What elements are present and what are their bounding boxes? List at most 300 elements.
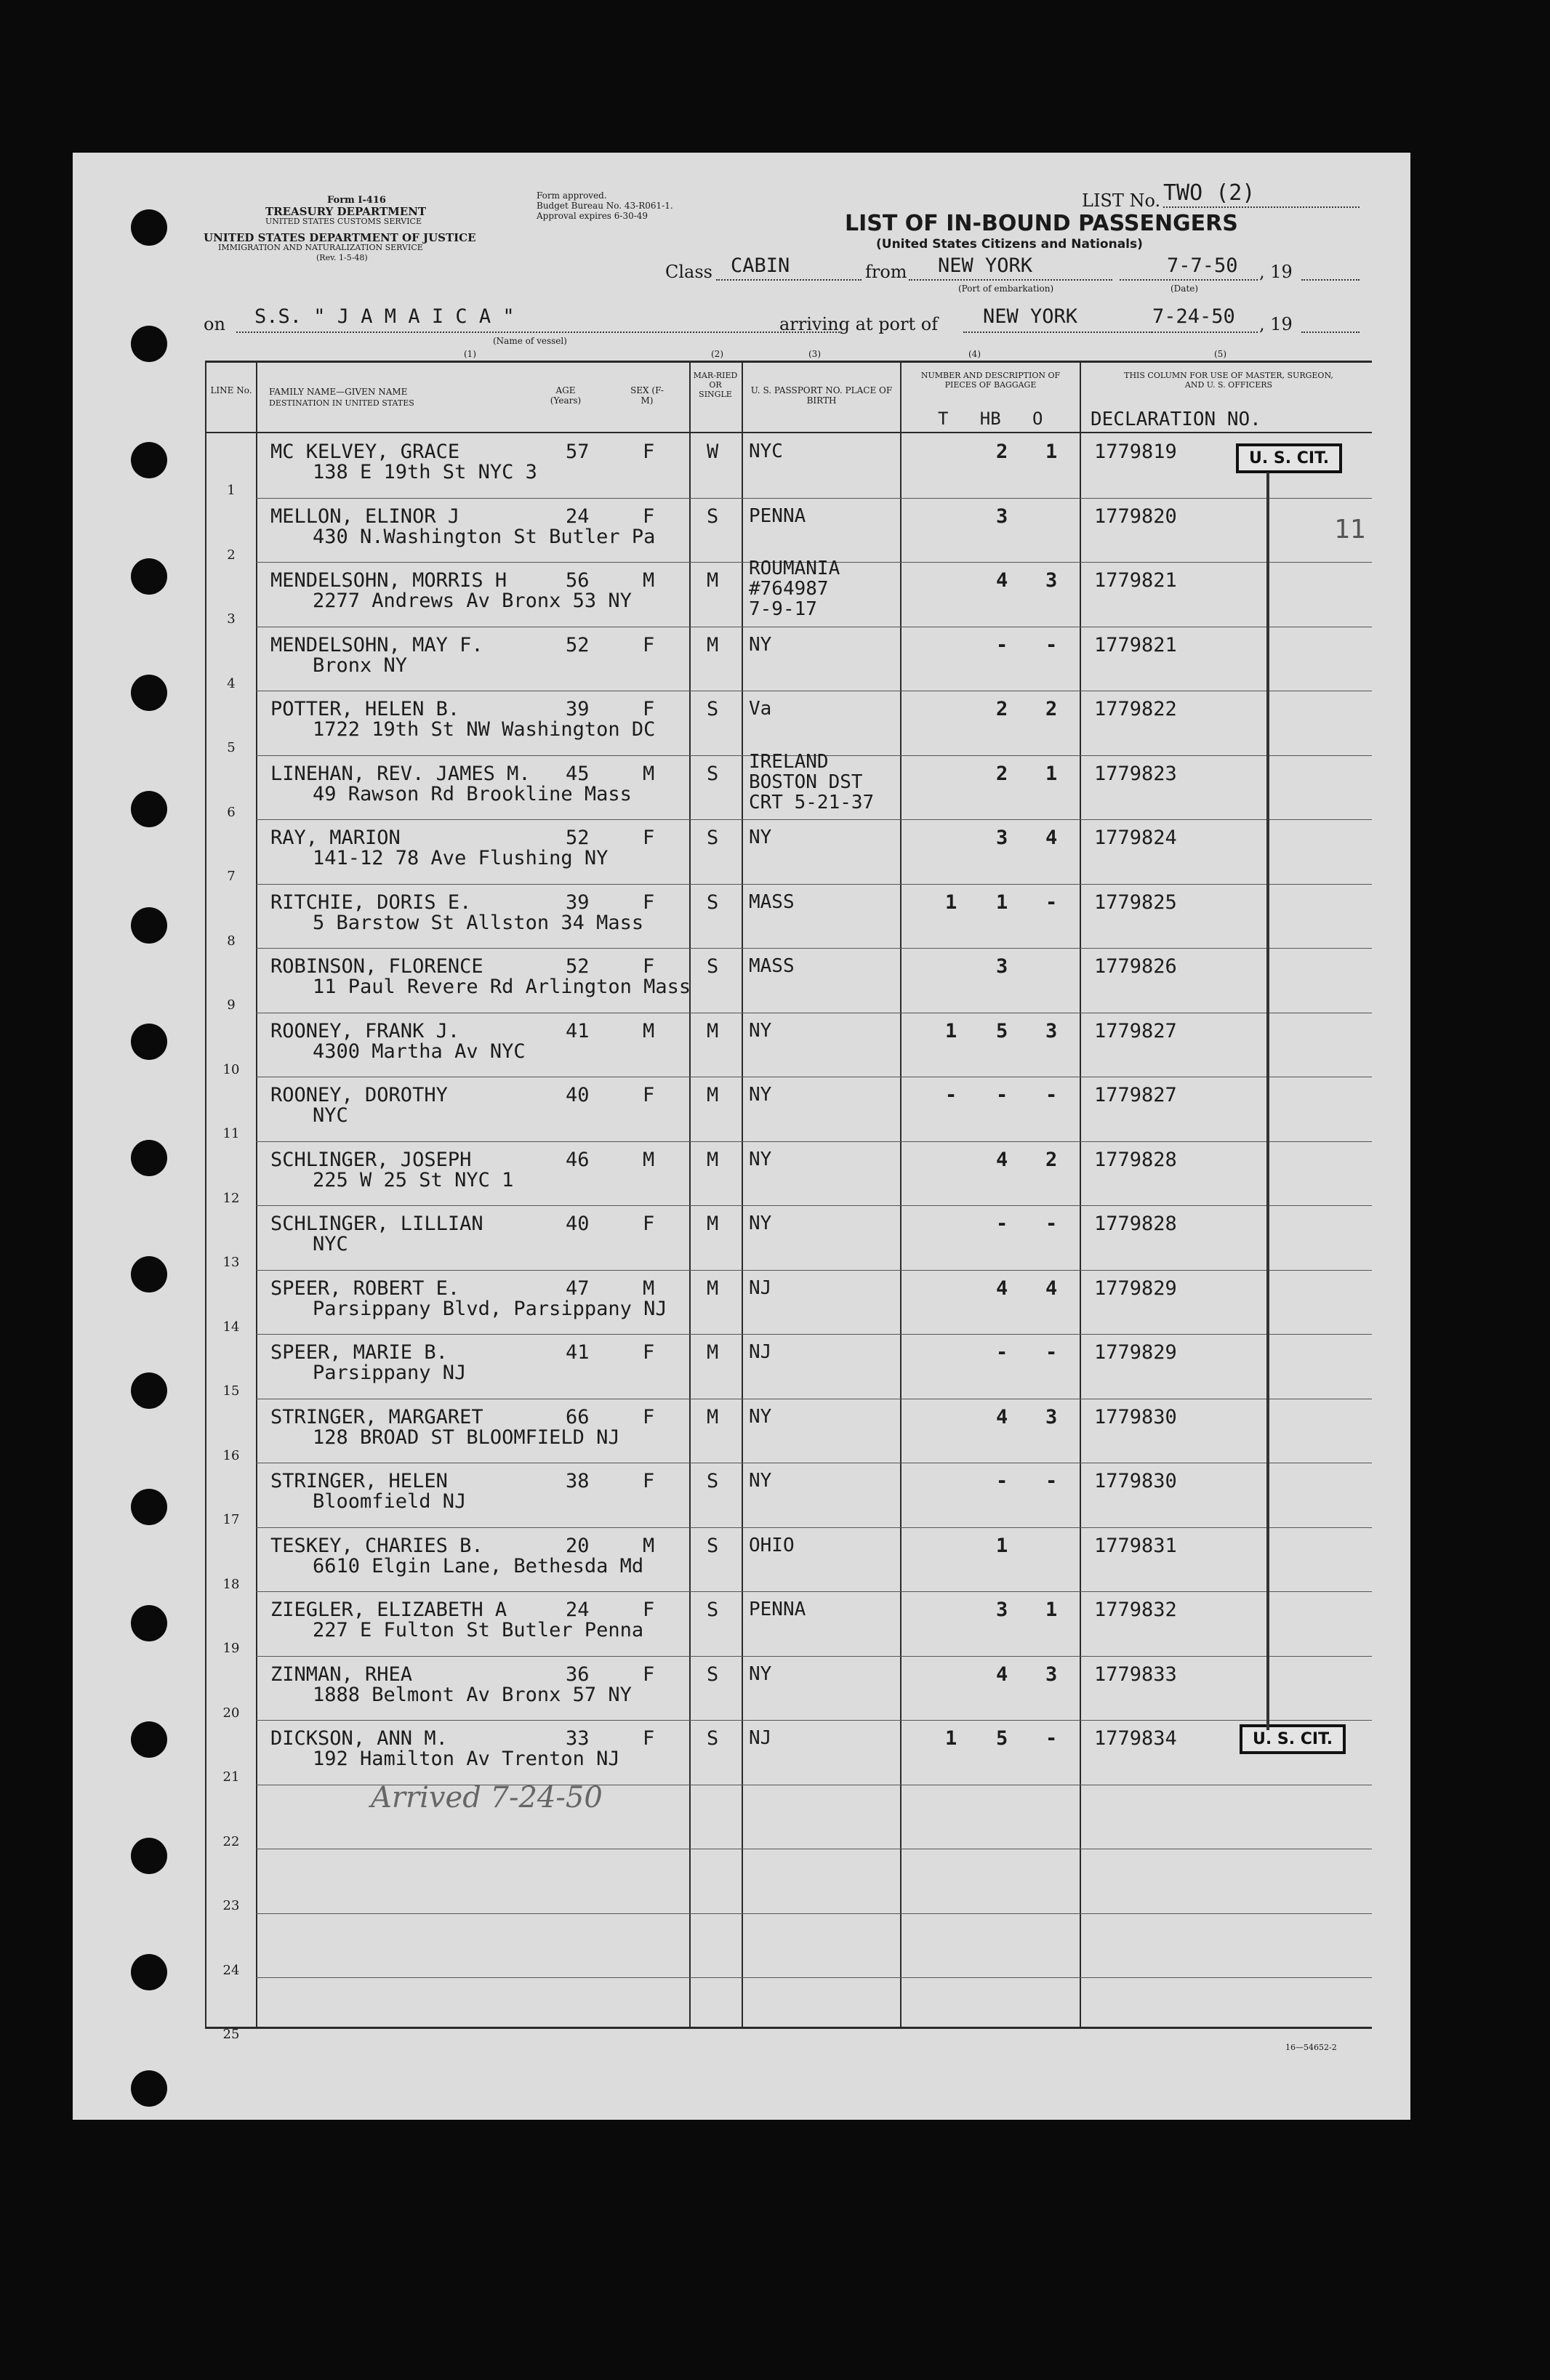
line-number: 12 <box>222 1191 240 1206</box>
baggage-count: 2 <box>1045 1149 1058 1171</box>
birth-place: NY <box>749 1020 772 1042</box>
baggage-count: 4 <box>996 569 1008 592</box>
binder-hole <box>131 326 167 362</box>
declaration-number: 1779832 <box>1094 1599 1177 1621</box>
baggage-count: 3 <box>996 1599 1008 1621</box>
passenger-age: 24 <box>566 505 590 528</box>
passenger-name: TESKEY, CHARIES B. <box>270 1535 483 1557</box>
baggage-count: 1 <box>945 1727 957 1750</box>
baggage-count: - <box>1045 1341 1058 1364</box>
passenger-destination: 2277 Andrews Av Bronx 53 NY <box>313 590 632 612</box>
declaration-number: 1779821 <box>1094 634 1177 656</box>
date-rule <box>1120 279 1258 281</box>
binder-hole <box>131 1838 167 1874</box>
declaration-number: 1779821 <box>1094 569 1177 592</box>
declaration-number: 1779833 <box>1094 1663 1177 1686</box>
passenger-age: 47 <box>566 1277 590 1300</box>
passenger-destination: 1722 19th St NW Washington DC <box>313 718 656 741</box>
passenger-age: 33 <box>566 1727 590 1750</box>
binder-hole <box>131 1024 167 1060</box>
passenger-sex: F <box>643 1599 655 1621</box>
passenger-sex: F <box>643 1406 655 1428</box>
baggage-count: 1 <box>945 891 957 914</box>
binder-hole <box>131 1721 167 1758</box>
marital-status: S <box>707 763 719 785</box>
baggage-count: 3 <box>996 505 1008 528</box>
marital-status: S <box>707 955 719 978</box>
passenger-age: 39 <box>566 698 590 720</box>
passenger-sex: F <box>643 1663 655 1686</box>
baggage-count: - <box>996 1341 1008 1364</box>
passenger-name: LINEHAN, REV. JAMES M. <box>270 763 531 785</box>
birth-place: NY <box>749 1663 772 1685</box>
passenger-age: 52 <box>566 955 590 978</box>
passenger-age: 41 <box>566 1341 590 1364</box>
passenger-destination: 11 Paul Revere Rd Arlington Mass <box>313 976 691 998</box>
list-no-rule <box>1163 206 1360 208</box>
birth-place: ROUMANIA <box>749 558 840 579</box>
binder-hole <box>131 1372 167 1409</box>
col-rule-baggage <box>900 361 902 2028</box>
marital-status: M <box>707 1084 719 1106</box>
passenger-sex: F <box>643 827 655 849</box>
passenger-sex: F <box>643 505 655 528</box>
passenger-sex: M <box>643 1277 655 1300</box>
passenger-name: SCHLINGER, JOSEPH <box>270 1149 472 1171</box>
line-number: 4 <box>227 676 236 691</box>
passenger-destination: 6610 Elgin Lane, Bethesda Md <box>313 1555 644 1577</box>
declaration-number: 1779831 <box>1094 1535 1177 1557</box>
arrival-date-rule <box>1149 331 1258 333</box>
passenger-name: ZINMAN, RHEA <box>270 1663 413 1686</box>
passenger-sex: M <box>643 1149 655 1171</box>
birth-place: 7-9-17 <box>749 598 817 620</box>
customs-service: UNITED STATES CUSTOMS SERVICE <box>265 217 422 226</box>
naturalization-service: IMMIGRATION AND NATURALIZATION SERVICE <box>218 243 423 252</box>
row-rule <box>256 1334 1372 1335</box>
declaration-number: 1779827 <box>1094 1020 1177 1042</box>
baggage-count: 2 <box>996 441 1008 463</box>
baggage-count: - <box>1045 1727 1058 1750</box>
declaration-number: 1779834 <box>1094 1727 1177 1750</box>
birth-place: BOSTON DST <box>749 771 863 793</box>
line-number: 18 <box>222 1577 240 1592</box>
passenger-name: SPEER, MARIE B. <box>270 1341 448 1364</box>
table-header-rule <box>205 432 1372 433</box>
baggage-count: - <box>996 1213 1008 1235</box>
passenger-destination: 4300 Martha Av NYC <box>313 1040 526 1063</box>
birth-place: NJ <box>749 1727 772 1749</box>
passenger-destination: 227 E Fulton St Butler Penna <box>313 1619 644 1641</box>
baggage-count: 3 <box>996 955 1008 978</box>
row-rule <box>256 819 1372 820</box>
baggage-count: 1 <box>1045 441 1058 463</box>
marital-status: M <box>707 634 719 656</box>
declaration-number: 1779829 <box>1094 1341 1177 1364</box>
col-rule-name <box>256 361 257 2028</box>
baggage-count: - <box>945 1084 957 1106</box>
passenger-name: ZIEGLER, ELIZABETH A <box>270 1599 507 1621</box>
passenger-name: SCHLINGER, LILLIAN <box>270 1213 483 1235</box>
binder-hole <box>131 558 167 595</box>
birth-place: OHIO <box>749 1535 795 1556</box>
passenger-name: MENDELSOHN, MAY F. <box>270 634 483 656</box>
treasury-department: TREASURY DEPARTMENT <box>265 205 427 218</box>
passenger-destination: 49 Rawson Rd Brookline Mass <box>313 783 632 805</box>
baggage-count: - <box>1045 1470 1058 1492</box>
birth-place: CRT 5-21-37 <box>749 792 875 813</box>
on-label: on <box>204 314 225 334</box>
row-rule <box>256 1205 1372 1206</box>
declaration-number: 1779823 <box>1094 763 1177 785</box>
row-rule <box>256 948 1372 949</box>
baggage-count: 1 <box>996 1535 1008 1557</box>
passenger-destination: Bronx NY <box>313 654 408 677</box>
manifest-sheet <box>73 153 1410 2120</box>
header-passport: U. S. PASSPORT NO. PLACE OF BIRTH <box>750 385 893 406</box>
baggage-count: 4 <box>1045 827 1058 849</box>
header-baggage: NUMBER AND DESCRIPTION OF PIECES OF BAGGAGE <box>920 371 1061 390</box>
baggage-count: 5 <box>996 1020 1008 1042</box>
passenger-name: MELLON, ELINOR J <box>270 505 460 528</box>
baggage-count: - <box>1045 1213 1058 1235</box>
year-rule-2 <box>1301 331 1360 333</box>
binder-hole <box>131 1489 167 1525</box>
manifest-subtitle: (United States Citizens and Nationals) <box>876 237 1143 252</box>
baggage-count: - <box>1045 891 1058 914</box>
declaration-number: 1779826 <box>1094 955 1177 978</box>
passenger-name: RAY, MARION <box>270 827 401 849</box>
col-number-4: (4) <box>968 349 981 359</box>
birth-place: PENNA <box>749 505 806 527</box>
line-number: 13 <box>222 1255 240 1270</box>
line-number: 14 <box>222 1319 240 1335</box>
marital-status: S <box>707 1663 719 1686</box>
passenger-age: 40 <box>566 1213 590 1235</box>
year-prefix: , 19 <box>1259 262 1293 282</box>
passenger-age: 66 <box>566 1406 590 1428</box>
line-number: 3 <box>227 611 236 627</box>
birth-place: #764987 <box>749 578 829 600</box>
binder-hole <box>131 675 167 711</box>
passenger-age: 39 <box>566 891 590 914</box>
line-number: 15 <box>222 1383 240 1399</box>
baggage-count: 1 <box>996 891 1008 914</box>
passenger-destination: Bloomfield NJ <box>313 1490 467 1513</box>
class-rule <box>716 279 862 281</box>
line-number: 21 <box>222 1769 240 1785</box>
table-top-rule <box>205 361 1372 363</box>
approval-line-2: Budget Bureau No. 43-R061-1. <box>537 201 673 211</box>
binder-hole <box>131 907 167 944</box>
col-number-2: (2) <box>711 349 723 359</box>
marital-status: M <box>707 1341 719 1364</box>
binder-hole <box>131 209 167 246</box>
line-number: 1 <box>227 483 236 498</box>
passenger-age: 24 <box>566 1599 590 1621</box>
header-baggage-sub: T HB O <box>938 409 1043 429</box>
baggage-count: - <box>996 1084 1008 1106</box>
baggage-count: 3 <box>1045 1406 1058 1428</box>
from-rule <box>909 279 1112 281</box>
marital-status: S <box>707 1727 719 1750</box>
passenger-destination: 225 W 25 St NYC 1 <box>313 1169 514 1191</box>
row-rule <box>256 884 1372 885</box>
from-value: NEW YORK <box>938 254 1033 277</box>
baggage-count: 4 <box>996 1277 1008 1300</box>
col-rule-married <box>689 361 691 2028</box>
line-number: 6 <box>227 805 236 820</box>
passenger-sex: F <box>643 1727 655 1750</box>
passenger-name: STRINGER, MARGARET <box>270 1406 483 1428</box>
baggage-count: 3 <box>996 827 1008 849</box>
marital-status: W <box>707 441 719 463</box>
marital-status: M <box>707 1406 719 1428</box>
passenger-name: POTTER, HELEN B. <box>270 698 460 720</box>
passenger-destination: 128 BROAD ST BLOOMFIELD NJ <box>313 1426 620 1449</box>
binder-hole <box>131 442 167 478</box>
line-number: 5 <box>227 740 236 755</box>
binder-hole <box>131 1256 167 1292</box>
passenger-name: RITCHIE, DORIS E. <box>270 891 472 914</box>
passenger-sex: M <box>643 569 655 592</box>
col-number-1: (1) <box>464 349 476 359</box>
date-caption: (Date) <box>1170 284 1199 294</box>
row-rule <box>256 1270 1372 1271</box>
row-rule <box>256 1141 1372 1142</box>
passenger-age: 45 <box>566 763 590 785</box>
header-declaration: DECLARATION NO. <box>1091 409 1261 430</box>
passenger-age: 57 <box>566 441 590 463</box>
passenger-sex: F <box>643 1470 655 1492</box>
header-age: AGE (Years) <box>550 385 582 406</box>
birth-place: MASS <box>749 891 795 913</box>
declaration-number: 1779822 <box>1094 698 1177 720</box>
baggage-count: 4 <box>1045 1277 1058 1300</box>
line-number: 20 <box>222 1705 240 1721</box>
birth-place: NYC <box>749 441 783 462</box>
header-officers: THIS COLUMN FOR USE OF MASTER, SURGEON, AND U. S. OFFICERS <box>1124 371 1333 390</box>
declaration-number: 1779827 <box>1094 1084 1177 1106</box>
passenger-destination: 430 N.Washington St Butler Pa <box>313 526 656 548</box>
baggage-count: 1 <box>1045 763 1058 785</box>
marital-status: S <box>707 505 719 528</box>
approval-line-3: Approval expires 6-30-49 <box>537 211 648 221</box>
row-rule <box>256 1527 1372 1528</box>
row-rule <box>256 1591 1372 1592</box>
passenger-sex: M <box>643 763 655 785</box>
citizen-bracket-line <box>1266 473 1269 1730</box>
manifest-title: LIST OF IN-BOUND PASSENGERS <box>845 211 1238 236</box>
birth-place: NY <box>749 1470 772 1492</box>
passenger-age: 20 <box>566 1535 590 1557</box>
declaration-number: 1779819 <box>1094 441 1177 463</box>
list-no-label: LIST No. <box>1082 190 1161 211</box>
passenger-sex: M <box>643 1535 655 1557</box>
marital-status: S <box>707 1599 719 1621</box>
vessel-caption: (Name of vessel) <box>493 336 567 346</box>
marital-status: M <box>707 1277 719 1300</box>
line-number: 23 <box>222 1898 240 1913</box>
class-label: Class <box>665 262 712 282</box>
passenger-sex: F <box>643 1341 655 1364</box>
declaration-number: 1779830 <box>1094 1470 1177 1492</box>
passenger-age: 41 <box>566 1020 590 1042</box>
year-rule <box>1301 279 1360 281</box>
passenger-name: STRINGER, HELEN <box>270 1470 448 1492</box>
birth-place: NY <box>749 634 772 656</box>
vessel-rule <box>236 331 840 333</box>
baggage-count: 2 <box>996 763 1008 785</box>
passenger-sex: F <box>643 891 655 914</box>
birth-place: NJ <box>749 1341 772 1363</box>
birth-place: PENNA <box>749 1599 806 1620</box>
col-rule-officers <box>1080 361 1081 2028</box>
passenger-name: ROONEY, DOROTHY <box>270 1084 448 1106</box>
baggage-count: - <box>996 1470 1008 1492</box>
header-destination: DESTINATION IN UNITED STATES <box>269 398 414 408</box>
from-label: from <box>865 262 907 282</box>
arriving-label: arriving at port of <box>779 314 939 334</box>
year-prefix-2: , 19 <box>1259 314 1293 334</box>
passenger-destination: 141-12 78 Ave Flushing NY <box>313 847 609 869</box>
line-number: 7 <box>227 869 236 884</box>
binder-hole <box>131 1605 167 1641</box>
passenger-name: DICKSON, ANN M. <box>270 1727 448 1750</box>
declaration-number: 1779824 <box>1094 827 1177 849</box>
col-rule-line <box>205 361 206 2028</box>
passenger-name: ROBINSON, FLORENCE <box>270 955 483 978</box>
passenger-sex: F <box>643 1213 655 1235</box>
passenger-sex: F <box>643 634 655 656</box>
baggage-count: 1 <box>1045 1599 1058 1621</box>
baggage-count: - <box>996 634 1008 656</box>
arrival-port-rule <box>963 331 1152 333</box>
row-rule <box>256 1656 1372 1657</box>
marital-status: M <box>707 569 719 592</box>
passenger-sex: F <box>643 441 655 463</box>
baggage-count: 2 <box>996 698 1008 720</box>
passenger-age: 36 <box>566 1663 590 1686</box>
row-rule <box>256 1913 1372 1914</box>
from-caption: (Port of embarkation) <box>958 284 1054 294</box>
form-code: 16—54652-2 <box>1285 2043 1337 2052</box>
baggage-count: 4 <box>996 1663 1008 1686</box>
list-no-value: TWO (2) <box>1163 180 1256 206</box>
line-number: 16 <box>222 1448 240 1463</box>
header-married: MAR-RIED OR SINGLE <box>693 371 738 399</box>
declaration-number: 1779820 <box>1094 505 1177 528</box>
passenger-age: 56 <box>566 569 590 592</box>
birth-place: NY <box>749 1084 772 1106</box>
birth-place: NY <box>749 1213 772 1234</box>
vessel-name: S.S. " J A M A I C A " <box>254 305 515 328</box>
passenger-name: ROONEY, FRANK J. <box>270 1020 460 1042</box>
birth-place: NY <box>749 1149 772 1170</box>
passenger-destination: 1888 Belmont Av Bronx 57 NY <box>313 1684 632 1706</box>
declaration-number: 1779825 <box>1094 891 1177 914</box>
passenger-sex: F <box>643 955 655 978</box>
passenger-destination: 138 E 19th St NYC 3 <box>313 461 537 483</box>
citizen-stamp-top: U. S. CIT. <box>1236 443 1342 473</box>
class-value: CABIN <box>731 254 790 277</box>
baggage-count: 5 <box>996 1727 1008 1750</box>
line-number: 9 <box>227 997 236 1013</box>
line-number: 8 <box>227 933 236 949</box>
line-number: 24 <box>222 1963 240 1978</box>
departure-date: 7-7-50 <box>1167 254 1238 277</box>
passenger-destination: 5 Barstow St Allston 34 Mass <box>313 912 644 934</box>
passenger-name: MC KELVEY, GRACE <box>270 441 460 463</box>
department-of-justice: UNITED STATES DEPARTMENT OF JUSTICE <box>204 231 476 244</box>
margin-mark: 11 <box>1334 515 1366 544</box>
birth-place: NJ <box>749 1277 772 1299</box>
baggage-count: 4 <box>996 1149 1008 1171</box>
marital-status: S <box>707 827 719 849</box>
marital-status: S <box>707 1535 719 1557</box>
binder-hole <box>131 791 167 827</box>
declaration-number: 1779828 <box>1094 1213 1177 1235</box>
approval-line-1: Form approved. <box>537 190 607 201</box>
header-sex: SEX (F-M) <box>630 385 664 406</box>
line-number: 19 <box>222 1641 240 1656</box>
baggage-count: 3 <box>1045 1020 1058 1042</box>
passenger-age: 40 <box>566 1084 590 1106</box>
line-number: 17 <box>222 1512 240 1527</box>
marital-status: S <box>707 698 719 720</box>
passenger-age: 38 <box>566 1470 590 1492</box>
baggage-count: 4 <box>996 1406 1008 1428</box>
header-line-no: LINE No. <box>210 385 252 395</box>
passenger-destination: NYC <box>313 1233 348 1255</box>
birth-place: NY <box>749 827 772 848</box>
passenger-age: 46 <box>566 1149 590 1171</box>
line-number: 22 <box>222 1834 240 1849</box>
passenger-sex: F <box>643 698 655 720</box>
passenger-name: SPEER, ROBERT E. <box>270 1277 460 1300</box>
row-rule <box>256 498 1372 499</box>
arrival-date: 7-24-50 <box>1152 305 1235 328</box>
passenger-destination: Parsippany NJ <box>313 1362 467 1384</box>
baggage-count: 1 <box>945 1020 957 1042</box>
arrival-port: NEW YORK <box>983 305 1078 328</box>
birth-place: Va <box>749 698 772 720</box>
passenger-destination: 192 Hamilton Av Trenton NJ <box>313 1748 620 1770</box>
passenger-name: MENDELSOHN, MORRIS H <box>270 569 507 592</box>
passenger-sex: M <box>643 1020 655 1042</box>
binder-hole <box>131 2070 167 2107</box>
marital-status: S <box>707 1470 719 1492</box>
declaration-number: 1779829 <box>1094 1277 1177 1300</box>
passenger-destination: NYC <box>313 1104 348 1127</box>
passenger-age: 52 <box>566 827 590 849</box>
citizen-stamp-bottom: U. S. CIT. <box>1240 1724 1346 1754</box>
row-rule <box>256 1977 1372 1978</box>
line-number: 10 <box>222 1062 240 1077</box>
line-number: 2 <box>227 547 236 563</box>
handwritten-arrival-note: Arrived 7-24-50 <box>371 1781 603 1814</box>
binder-hole <box>131 1140 167 1176</box>
baggage-count: - <box>1045 634 1058 656</box>
line-number: 11 <box>222 1126 240 1141</box>
marital-status: S <box>707 891 719 914</box>
row-rule <box>256 1720 1372 1721</box>
col-number-3: (3) <box>808 349 821 359</box>
col-number-5: (5) <box>1214 349 1226 359</box>
baggage-count: 2 <box>1045 698 1058 720</box>
marital-status: M <box>707 1149 719 1171</box>
declaration-number: 1779828 <box>1094 1149 1177 1171</box>
